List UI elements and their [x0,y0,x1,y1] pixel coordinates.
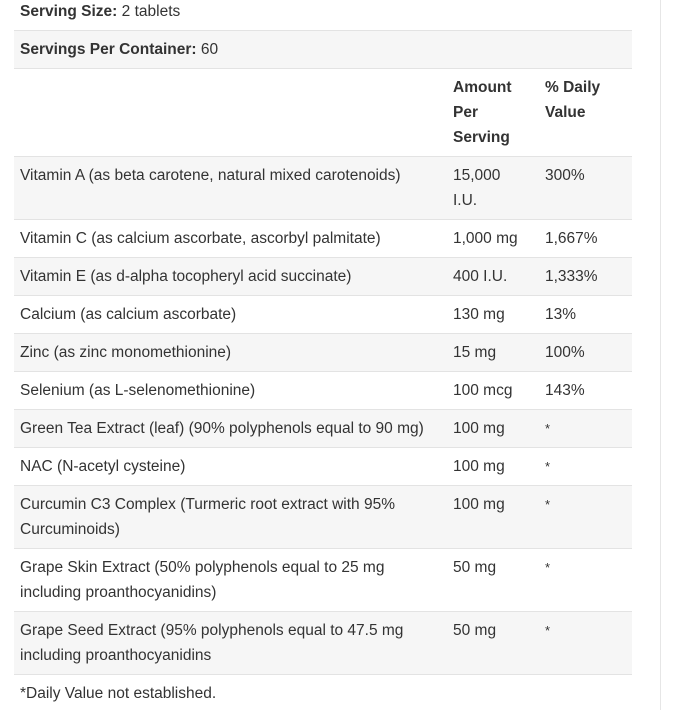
nutrient-name: Zinc (as zinc monomethionine) [14,334,447,372]
nutrient-daily-value: 13% [539,296,632,334]
column-header-row [14,69,632,157]
table-row [14,549,632,612]
amount-header: Amount Per Serving [447,69,539,157]
serving-size-label: Serving Size: [20,3,117,20]
servings-per-container-row [14,31,632,69]
footnote: *Daily Value not established. [14,675,632,712]
table-row [14,258,632,296]
nutrient-name: Vitamin E (as d-alpha tocopheryl acid succinate) [14,258,447,296]
table-row [14,372,632,410]
page-divider [660,0,661,710]
nutrient-amount: 100 mg [447,448,539,486]
nutrient-amount: 1,000 mg [447,220,539,258]
table-row [14,486,632,549]
nutrient-name: Grape Seed Extract (95% polyphenols equal to 47.5 mg including proanthocyanidins [14,612,447,675]
nutrient-name: Vitamin A (as beta carotene, natural mixed carotenoids) [14,157,447,220]
nutrient-amount: 100 mcg [447,372,539,410]
table-row [14,612,632,675]
nutrient-amount: 15 mg [447,334,539,372]
nutrient-daily-value: * [539,549,632,612]
nutrient-name: Green Tea Extract (leaf) (90% polyphenols equal to 90 mg) [14,410,447,448]
table-row [14,410,632,448]
servings-per-container-label: Servings Per Container: [20,41,197,58]
nutrient-name: Calcium (as calcium ascorbate) [14,296,447,334]
nutrient-daily-value: 100% [539,334,632,372]
serving-size-row [14,0,632,31]
nutrient-daily-value: 143% [539,372,632,410]
nutrient-daily-value: * [539,612,632,675]
nutrient-name: NAC (N-acetyl cysteine) [14,448,447,486]
serving-size-value: 2 tablets [122,3,181,20]
nutrient-daily-value: * [539,448,632,486]
supplement-facts-table [14,0,632,712]
nutrient-amount: 100 mg [447,486,539,549]
nutrient-daily-value: 1,667% [539,220,632,258]
nutrient-amount: 50 mg [447,612,539,675]
nutrient-daily-value: * [539,410,632,448]
nutrient-daily-value: 1,333% [539,258,632,296]
nutrient-amount: 50 mg [447,549,539,612]
nutrient-name: Selenium (as L-selenomethionine) [14,372,447,410]
nutrient-amount: 15,000 I.U. [447,157,539,220]
nutrient-amount: 100 mg [447,410,539,448]
nutrient-name: Grape Skin Extract (50% polyphenols equal to 25 mg including proanthocyanidins) [14,549,447,612]
nutrient-daily-value: * [539,486,632,549]
table-row [14,220,632,258]
nutrient-name: Vitamin C (as calcium ascorbate, ascorbyl palmitate) [14,220,447,258]
nutrient-daily-value: 300% [539,157,632,220]
nutrient-amount: 130 mg [447,296,539,334]
table-row [14,157,632,220]
footnote-row [14,675,632,712]
nutrient-name: Curcumin C3 Complex (Turmeric root extract with 95% Curcuminoids) [14,486,447,549]
table-row [14,296,632,334]
table-row [14,448,632,486]
daily-value-header: % Daily Value [539,69,632,157]
table-row [14,334,632,372]
servings-per-container-value: 60 [201,41,218,58]
nutrient-amount: 400 I.U. [447,258,539,296]
